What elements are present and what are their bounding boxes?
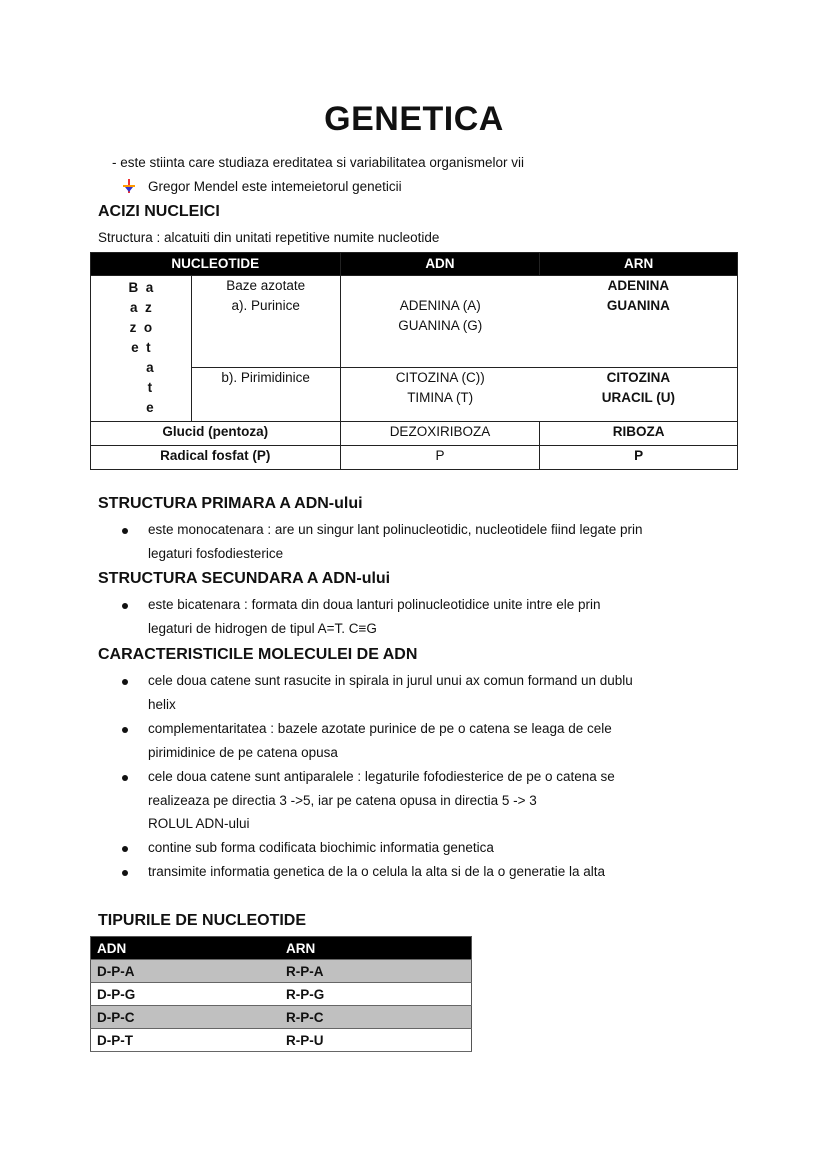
nucleotide-table: [90, 252, 738, 470]
structura-text: Structura : alcatuiti din unitati repetitive numite nucleotide: [98, 230, 440, 245]
purine-adn: ADENINA (A) GUANINA (G): [340, 276, 540, 368]
cell: Glucid (pentoza): [91, 422, 341, 446]
header-cell: NUCLEOTIDE: [91, 253, 341, 276]
bullet-icon: [122, 679, 130, 687]
table-row: [91, 446, 738, 470]
bullet-icon: [122, 775, 130, 783]
purine-arn: ADENINA GUANINA: [540, 276, 738, 368]
table-row: [91, 422, 738, 446]
header-cell: ARN: [540, 253, 738, 276]
cell: RIBOZA: [540, 422, 738, 446]
bullet-text: pirimidinice de pe catena opusa: [148, 745, 338, 760]
bullet-text: este bicatenara : formata din doua lanturi polinucleotidice unite intre ele prin: [148, 597, 601, 612]
intro-text: - este stiinta care studiaza ereditatea si variabilitatea organismelor vii: [112, 155, 524, 170]
pirimid-label: b). Pirimidinice: [191, 368, 340, 422]
bullet-text: ROLUL ADN-ului: [148, 816, 250, 831]
cell: R-P-A: [280, 960, 472, 983]
table-row: [91, 960, 472, 983]
section-heading: ACIZI NUCLEICI: [98, 203, 220, 220]
cell: P: [340, 446, 540, 470]
bullet-icon: [122, 528, 130, 536]
page-title: GENETICA: [324, 100, 504, 138]
bullet-icon: [122, 846, 130, 854]
table-header-row: [91, 937, 472, 960]
bullet-text: legaturi de hidrogen de tipul A=T. C≡G: [148, 621, 377, 636]
table-row: [91, 983, 472, 1006]
cell: D-P-C: [91, 1006, 281, 1029]
bullet-text: realizeaza pe directia 3 ->5, iar pe catena opusa in directia 5 -> 3: [148, 793, 537, 808]
cell: P: [540, 446, 738, 470]
cell: DEZOXIRIBOZA: [340, 422, 540, 446]
cell: R-P-U: [280, 1029, 472, 1052]
bullet-text: cele doua catene sunt antiparalele : legaturile fofodiesterice de pe o catena se: [148, 769, 615, 784]
section-heading: STRUCTURA SECUNDARA A ADN-ului: [98, 570, 391, 587]
bullet-icon: [122, 603, 130, 611]
pirimid-arn: CITOZINA URACIL (U): [540, 368, 738, 422]
header-cell: ARN: [280, 937, 472, 960]
table-header-row: [91, 253, 738, 276]
bullet-text: cele doua catene sunt rasucite in spirala in jurul unui ax comun formand un dublu: [148, 673, 633, 688]
bullet-text: transimite informatia genetica de la o celula la alta si de la o generatie la alta: [148, 864, 606, 879]
table-row: [91, 1029, 472, 1052]
baze-azotate-vertical: B a a z z o e t a t e: [91, 276, 192, 422]
bullet-icon: [122, 727, 130, 735]
cell: D-P-G: [91, 983, 281, 1006]
header-cell: ADN: [91, 937, 281, 960]
cell: D-P-A: [91, 960, 281, 983]
purine-label: Baze azotate a). Purinice: [191, 276, 340, 368]
cell: R-P-G: [280, 983, 472, 1006]
bullet-text: legaturi fosfodiesterice: [148, 546, 284, 561]
bullet-text: contine sub forma codificata biochimic informatia genetica: [148, 840, 494, 855]
mendel-text: Gregor Mendel este intemeietorul geneticii: [148, 179, 402, 194]
section-heading: TIPURILE DE NUCLEOTIDE: [98, 912, 307, 929]
cell: Radical fosfat (P): [91, 446, 341, 470]
nucleotide-types-table: [90, 936, 472, 1052]
header-cell: ADN: [340, 253, 540, 276]
bullet-text: helix: [148, 697, 176, 712]
cell: D-P-T: [91, 1029, 281, 1052]
section-heading: CARACTERISTICILE MOLECULEI DE ADN: [98, 646, 418, 663]
pirimid-adn: CITOZINA (C)) TIMINA (T): [340, 368, 540, 422]
bullet-text: complementaritatea : bazele azotate purinice de pe o catena se leaga de cele: [148, 721, 612, 736]
bullet-icon: [122, 870, 130, 878]
table-row: [91, 1006, 472, 1029]
table-row: [91, 276, 738, 368]
arrow-bullet-icon: [122, 179, 136, 196]
cell: R-P-C: [280, 1006, 472, 1029]
bullet-text: este monocatenara : are un singur lant polinucleotidic, nucleotidele fiind legate prin: [148, 522, 643, 537]
section-heading: STRUCTURA PRIMARA A ADN-ului: [98, 495, 363, 512]
